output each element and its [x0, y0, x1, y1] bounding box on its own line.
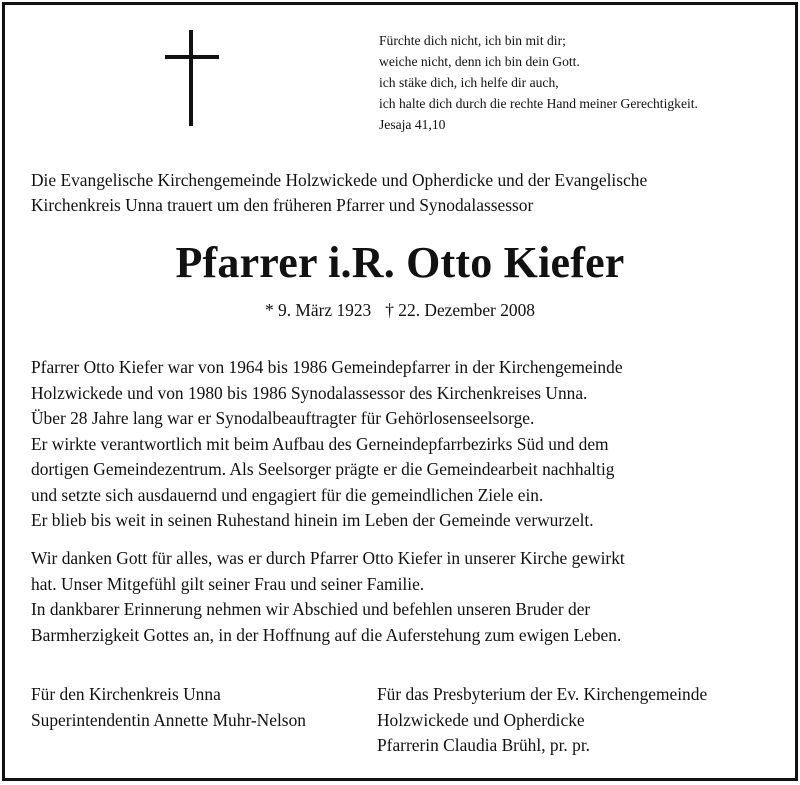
biography-line: Über 28 Jahre lang war er Synodalbeauftragter für Gehörlosenseelsorge. — [31, 408, 535, 428]
cross-icon — [165, 30, 219, 126]
life-dates — [0, 298, 800, 322]
death-date: † 22. Dezember 2008 — [385, 300, 535, 320]
bible-verse — [379, 30, 698, 135]
verse-line: ich stäke dich, ich helfe dir auch, — [379, 75, 559, 90]
verse-line: Fürchte dich nicht, ich bin mit dir; — [379, 33, 566, 48]
intro-line: Die Evangelische Kirchengemeinde Holzwickede und Opherdicke und der Evangelische — [31, 170, 648, 190]
biography-line: Er blieb bis weit in seinen Ruhestand hinein im Leben der Gemeinde verwurzelt. — [31, 510, 594, 530]
signature-line: Superintendentin Annette Muhr-Nelson — [31, 709, 306, 730]
intro-line: Kirchenkreis Unna trauert um den früheren Pfarrer und Synodalassessor — [31, 195, 534, 215]
verse-line: weiche nicht, denn ich bin dein Gott. — [379, 54, 580, 69]
gratitude-line: In dankbarer Erinnerung nehmen wir Abschied und befehlen unseren Bruder der — [31, 599, 591, 619]
biography-line: Holzwickede und von 1980 bis 1986 Synodalassessor des Kirchenkreises Unna. — [31, 382, 588, 403]
gratitude-line: hat. Unser Mitgefühl gilt seiner Frau und seiner Familie. — [31, 573, 425, 594]
biography-line: dortigen Gemeindezentrum. Als Seelsorger prägte er die Gemeindearbeit nachhaltig — [31, 459, 615, 479]
signature-line: Pfarrerin Claudia Brühl, pr. pr. — [377, 735, 590, 755]
gratitude-line: Barmherzigkeit Gottes an, in der Hoffnung auf die Auferstehung zum ewigen Leben. — [31, 624, 622, 645]
signature-line: Für den Kirchenkreis Unna — [31, 684, 221, 704]
deceased-name: Pfarrer i.R. Otto Kiefer — [175, 238, 625, 287]
verse-line: ich halte dich durch die rechte Hand meiner Gerechtigkeit. — [379, 96, 698, 111]
biography-paragraph — [31, 355, 623, 534]
biography-line: Pfarrer Otto Kiefer war von 1964 bis 1986 Gemeindepfarrer in der Kirchengemeinde — [31, 357, 623, 377]
signature-line: Holzwickede und Opherdicke — [377, 709, 585, 730]
birth-date: * 9. März 1923 — [265, 300, 372, 320]
signature-left — [31, 682, 306, 733]
intro-text — [31, 168, 647, 218]
biography-line: Er wirkte verantwortlich mit beim Aufbau des Gerneindepfarrbezirks Süd und dem — [31, 433, 609, 454]
signature-line: Für das Presbyterium der Ev. Kirchengemeinde — [377, 684, 708, 704]
verse-reference: Jesaja 41,10 — [379, 117, 446, 132]
signature-right — [377, 682, 707, 759]
biography-line: und setzte sich ausdauernd und engagiert für die gemeindlichen Ziele ein. — [31, 484, 544, 505]
gratitude-line: Wir danken Gott für alles, was er durch Pfarrer Otto Kiefer in unserer Kirche gewirkt — [31, 548, 625, 568]
gratitude-paragraph — [31, 546, 625, 648]
